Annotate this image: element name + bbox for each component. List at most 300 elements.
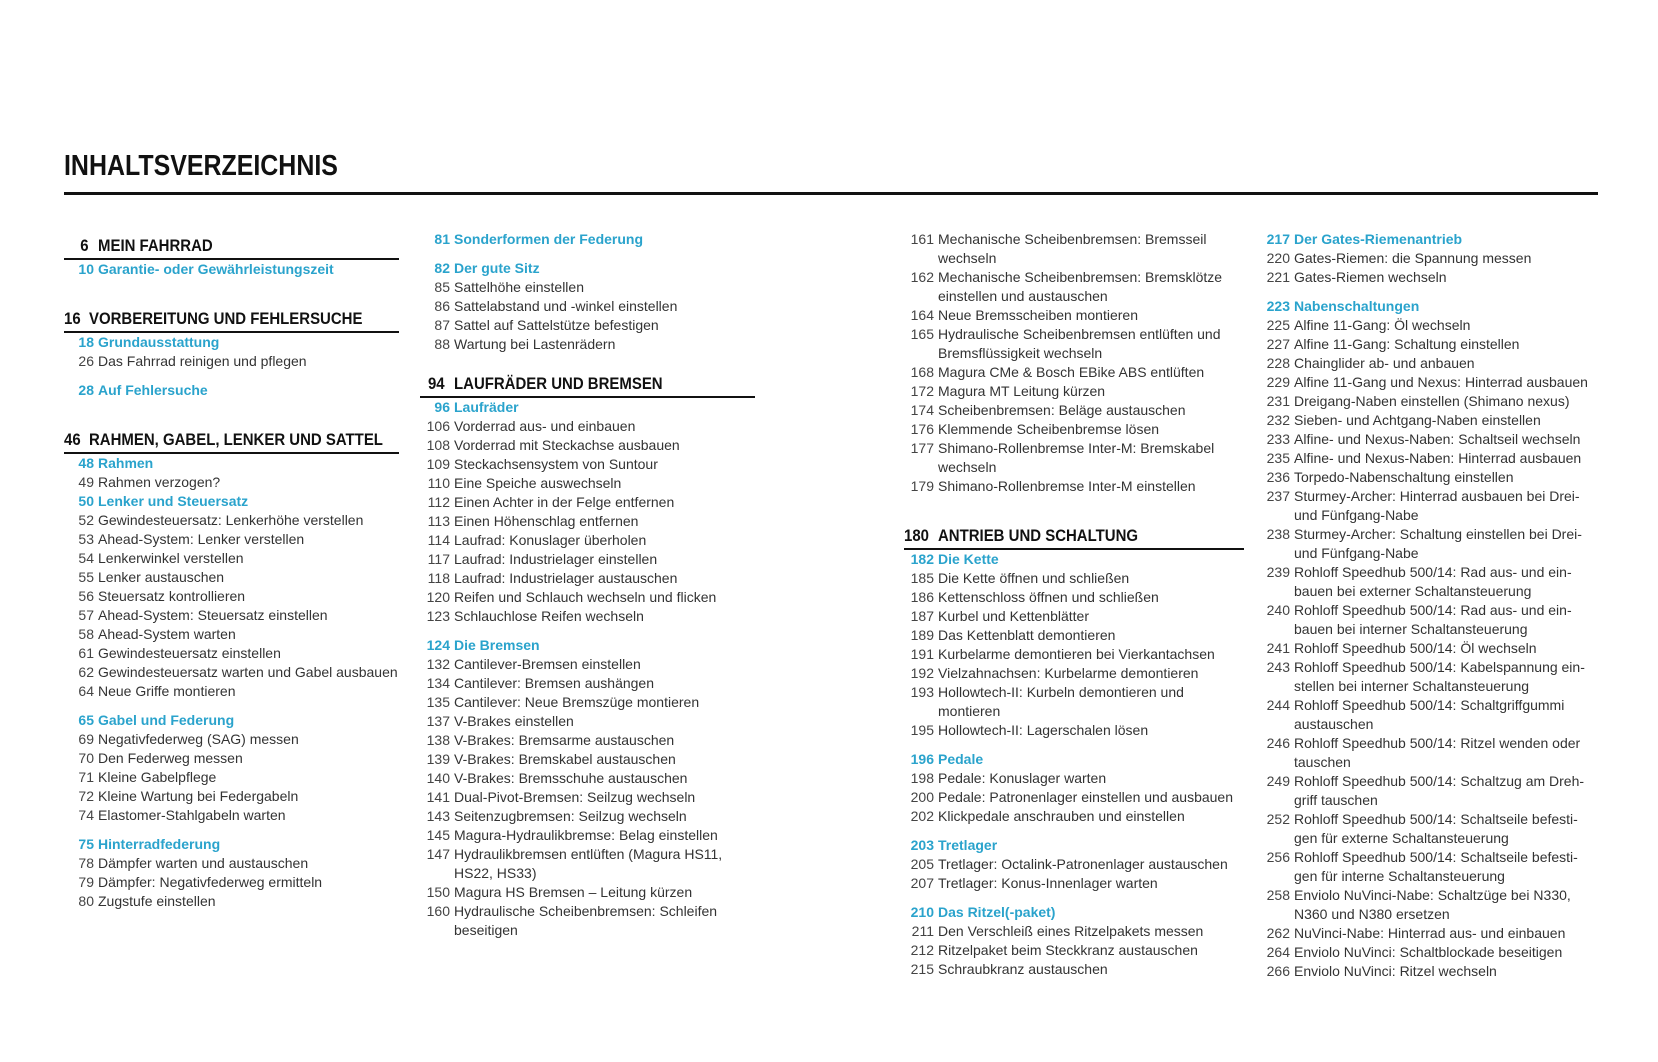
entry-title: Scheibenbremsen: Beläge austauschen (938, 402, 1186, 418)
toc-entry (1260, 962, 1600, 981)
page-number: 80 (78, 893, 94, 909)
toc-entry (904, 664, 1244, 683)
page-number: 108 (426, 437, 450, 453)
page-number: 258 (1266, 887, 1290, 903)
entry-title: VORBEREITUNG UND FEHLERSUCHE (88, 309, 363, 328)
entry-title: LAUFRÄDER UND BREMSEN (454, 374, 663, 393)
entry-title: Der gute Sitz (454, 260, 540, 276)
toc-entry (1260, 525, 1600, 563)
spacer (904, 740, 1244, 750)
page-number: 49 (78, 474, 94, 490)
toc-entry (420, 845, 755, 883)
toc-entry (1260, 601, 1600, 639)
spacer (904, 826, 1244, 836)
page-number: 177 (910, 440, 934, 456)
page-number: 50 (78, 493, 94, 509)
entry-title: Hollowtech-II: Lagerschalen lösen (938, 722, 1149, 738)
toc-entry (1260, 734, 1600, 772)
toc-entry (1260, 658, 1600, 696)
page-number: 28 (78, 382, 94, 398)
page-number: 215 (910, 961, 934, 977)
spacer (420, 249, 755, 259)
entry-title: Das Kettenblatt demontieren (938, 627, 1116, 643)
page-number: 65 (78, 712, 94, 728)
toc-entry (904, 363, 1244, 382)
toc-entry (420, 474, 755, 493)
entry-title: Ahead-System warten (98, 626, 236, 642)
toc-section (64, 424, 399, 454)
toc-entry (904, 477, 1244, 496)
entry-title: Dual-Pivot-Bremsen: Seilzug wechseln (454, 789, 696, 805)
toc-subsection (420, 398, 755, 417)
toc-entry (420, 512, 755, 531)
page-number: 56 (78, 588, 94, 604)
entry-title: V-Brakes: Bremsarme austauschen (454, 732, 675, 748)
entry-title: Pedale (938, 751, 984, 767)
entry-title: Schraubkranz austauschen (938, 961, 1108, 977)
page-number: 264 (1266, 944, 1290, 960)
entry-title: Cantilever-Bremsen einstellen (454, 656, 641, 672)
entry-title: V-Brakes: Bremskabel austauschen (454, 751, 676, 767)
toc-entry (904, 626, 1244, 645)
page-number: 124 (426, 637, 450, 653)
page-number: 205 (910, 856, 934, 872)
page-number: 266 (1266, 963, 1290, 979)
entry-title: Alfine 11-Gang und Nexus: Hinterrad ausbauen (1294, 374, 1588, 390)
entry-title: Zugstufe einstellen (98, 893, 216, 909)
toc-section (64, 303, 399, 333)
entry-title: Enviolo NuVinci: Ritzel wechseln (1294, 963, 1497, 979)
toc-column-2 (420, 230, 755, 940)
page-number: 88 (434, 336, 450, 352)
entry-title: Vielzahnachsen: Kurbelarme demontieren (938, 665, 1199, 681)
entry-title: Sonderformen der Federung (454, 231, 644, 247)
page-number: 198 (910, 770, 934, 786)
toc-entry (1260, 392, 1600, 411)
page-number: 109 (426, 456, 450, 472)
page-number: 162 (910, 269, 934, 285)
toc-entry (420, 531, 755, 550)
toc-entry (64, 854, 399, 873)
toc-entry (64, 892, 399, 911)
page-number: 54 (78, 550, 94, 566)
entry-title: Rohloff Speedhub 500/14: Schaltzug am Dreh-griff tauschen (1294, 773, 1585, 808)
entry-title: Steckachsensystem von Suntour (454, 456, 658, 472)
page-title: INHALTSVERZEICHNIS (64, 150, 338, 182)
toc-entry (420, 883, 755, 902)
page-number: 189 (910, 627, 934, 643)
entry-title: Die Kette öffnen und schließen (938, 570, 1130, 586)
page-number: 192 (910, 665, 934, 681)
entry-title: Eine Speiche auswechseln (454, 475, 622, 491)
entry-title: Mechanische Scheibenbremsen: Bremsklötze einstellen und austauschen (938, 269, 1223, 304)
toc-entry (64, 473, 399, 492)
entry-title: Tretlager: Octalink-Patronenlager austauschen (938, 856, 1228, 872)
spacer (420, 626, 755, 636)
toc-entry (1260, 772, 1600, 810)
toc-subsection (1260, 297, 1600, 316)
toc-column-1 (64, 230, 399, 911)
spacer (64, 371, 399, 381)
entry-title: Die Bremsen (454, 637, 540, 653)
entry-title: Sattelabstand und -winkel einstellen (454, 298, 678, 314)
page-number: 211 (911, 923, 934, 939)
spacer (420, 354, 755, 368)
entry-title: Rohloff Speedhub 500/14: Öl wechseln (1294, 640, 1537, 656)
spacer (904, 496, 1244, 520)
entry-title: Alfine 11-Gang: Öl wechseln (1294, 317, 1471, 333)
entry-title: Hydraulische Scheibenbremsen entlüften und Bremsflüssigkeit wechseln (938, 326, 1221, 361)
toc-column-4 (1260, 230, 1600, 981)
toc-subsection (64, 492, 399, 511)
entry-title: Enviolo NuVinci-Nabe: Schaltzüge bei N330, N360 und N380 ersetzen (1294, 887, 1571, 922)
spacer (64, 701, 399, 711)
entry-title: Dämpfer: Negativfederweg ermitteln (98, 874, 323, 890)
entry-title: Torpedo-Nabenschaltung einstellen (1294, 469, 1514, 485)
entry-title: Cantilever: Neue Bremszüge montieren (454, 694, 700, 710)
toc-entry (1260, 468, 1600, 487)
entry-title: Der Gates-Riemenantrieb (1294, 231, 1463, 247)
toc-entry (420, 316, 755, 335)
toc-entry (64, 549, 399, 568)
page-number: 82 (434, 260, 450, 276)
toc-entry (420, 607, 755, 626)
toc-entry (420, 769, 755, 788)
entry-title: Magura MT Leitung kürzen (938, 383, 1106, 399)
page-number: 237 (1266, 488, 1290, 504)
entry-title: Das Ritzel(-paket) (938, 904, 1056, 920)
page-number: 179 (910, 478, 934, 494)
toc-entry (64, 511, 399, 530)
entry-title: Reifen und Schlauch wechseln und flicken (454, 589, 717, 605)
toc-entry (420, 712, 755, 731)
toc-entry (1260, 449, 1600, 468)
entry-title: Magura CMe & Bosch EBike ABS entlüften (938, 364, 1205, 380)
page-number: 202 (910, 808, 934, 824)
toc-entry (420, 674, 755, 693)
toc-subsection (64, 711, 399, 730)
page-number: 79 (78, 874, 94, 890)
page-number: 232 (1266, 412, 1290, 428)
page-number: 143 (426, 808, 450, 824)
entry-title: Den Verschleiß eines Ritzelpakets messen (938, 923, 1204, 939)
page-number: 123 (426, 608, 450, 624)
page-number: 185 (910, 570, 934, 586)
entry-title: Laufrad: Industrielager austauschen (454, 570, 678, 586)
toc-entry (904, 588, 1244, 607)
toc-entry (1260, 335, 1600, 354)
page-number: 187 (910, 608, 934, 624)
entry-title: Wartung bei Lastenrädern (454, 336, 616, 352)
toc-entry (904, 420, 1244, 439)
toc-entry (64, 606, 399, 625)
page-number: 244 (1266, 697, 1290, 713)
page-number: 6 (80, 236, 89, 255)
entry-title: Hydraulische Scheibenbremsen: Schleifen beseitigen (454, 903, 718, 938)
page-number: 256 (1266, 849, 1290, 865)
toc-column-3 (904, 230, 1244, 979)
title-rule (64, 192, 1598, 195)
entry-title: Gates-Riemen: die Spannung messen (1294, 250, 1532, 266)
toc-subsection (420, 230, 755, 249)
toc-subsection (64, 333, 399, 352)
entry-title: Mechanische Scheibenbremsen: Bremsseil wechseln (938, 231, 1207, 266)
toc-subsection (904, 903, 1244, 922)
page-number: 221 (1266, 269, 1290, 285)
toc-entry (904, 807, 1244, 826)
toc-subsection (64, 454, 399, 473)
page-number: 182 (910, 551, 934, 567)
page-number: 235 (1266, 450, 1290, 466)
page-number: 117 (427, 551, 450, 567)
entry-title: Neue Griffe montieren (98, 683, 236, 699)
page-number: 140 (426, 770, 450, 786)
page-number: 243 (1266, 659, 1290, 675)
toc-entry (420, 436, 755, 455)
toc-entry (904, 960, 1244, 979)
toc-entry (904, 401, 1244, 420)
entry-title: Gewindesteuersatz warten und Gabel ausbauen (98, 664, 398, 680)
entry-title: Shimano-Rollenbremse Inter-M: Bremskabel wechseln (938, 440, 1215, 475)
page-number: 114 (427, 532, 450, 548)
entry-title: Dreigang-Naben einstellen (Shimano nexus) (1294, 393, 1570, 409)
page-number: 138 (426, 732, 450, 748)
entry-title: Lenkerwinkel verstellen (98, 550, 244, 566)
toc-entry (904, 607, 1244, 626)
page-number: 231 (1266, 393, 1290, 409)
entry-title: Rohloff Speedhub 500/14: Schaltseile befesti-gen für externe Schaltansteuerung (1294, 811, 1578, 846)
toc-section (420, 368, 755, 398)
entry-title: Sattelhöhe einstellen (454, 279, 584, 295)
entry-title: Auf Fehlersuche (98, 382, 208, 398)
page-number: 180 (904, 526, 929, 545)
entry-title: Grundausstattung (98, 334, 220, 350)
toc-entry (420, 297, 755, 316)
page-number: 141 (426, 789, 450, 805)
page-number: 160 (426, 903, 450, 919)
entry-title: Einen Achter in der Felge entfernen (454, 494, 675, 510)
page-number: 26 (78, 353, 94, 369)
toc-entry (904, 721, 1244, 740)
toc-subsection (420, 636, 755, 655)
page-number: 207 (910, 875, 934, 891)
toc-entry (904, 769, 1244, 788)
entry-title: Laufrad: Konuslager überholen (454, 532, 647, 548)
toc-subsection (904, 750, 1244, 769)
page-number: 52 (78, 512, 94, 528)
toc-entry (420, 588, 755, 607)
page-number: 236 (1266, 469, 1290, 485)
entry-title: Ritzelpaket beim Steckkranz austauschen (938, 942, 1198, 958)
page-number: 223 (1266, 298, 1290, 314)
entry-title: Sturmey-Archer: Hinterrad ausbauen bei Drei- und Fünfgang-Nabe (1294, 488, 1580, 523)
page-number: 193 (910, 684, 934, 700)
entry-title: Enviolo NuVinci: Schaltblockade beseitigen (1294, 944, 1563, 960)
toc-entry (420, 417, 755, 436)
page-number: 165 (910, 326, 934, 342)
toc-entry (420, 902, 755, 940)
entry-title: Ahead-System: Lenker verstellen (98, 531, 305, 547)
page-number: 16 (64, 309, 81, 328)
page-number: 135 (426, 694, 450, 710)
entry-title: Klickpedale anschrauben und einstellen (938, 808, 1185, 824)
toc-entry (1260, 639, 1600, 658)
entry-title: Shimano-Rollenbremse Inter-M einstellen (938, 478, 1196, 494)
toc-entry (904, 645, 1244, 664)
toc-section (64, 230, 399, 260)
toc-entry (904, 569, 1244, 588)
entry-title: Hinterradfederung (98, 836, 221, 852)
toc-subsection (420, 259, 755, 278)
toc-entry (420, 750, 755, 769)
toc-entry (904, 922, 1244, 941)
entry-title: Klemmende Scheibenbremse lösen (938, 421, 1160, 437)
spacer (64, 825, 399, 835)
page-number: 249 (1266, 773, 1290, 789)
toc-entry (420, 807, 755, 826)
entry-title: RAHMEN, GABEL, LENKER UND SATTEL (88, 430, 383, 449)
spacer (1260, 287, 1600, 297)
entry-title: Magura HS Bremsen – Leitung kürzen (454, 884, 693, 900)
toc-entry (420, 455, 755, 474)
entry-title: Rahmen (98, 455, 154, 471)
page-number: 229 (1266, 374, 1290, 390)
entry-title: Vorderrad mit Steckachse ausbauen (454, 437, 680, 453)
entry-title: Chainglider ab- und anbauen (1294, 355, 1475, 371)
entry-title: Alfine- und Nexus-Naben: Schaltseil wechseln (1294, 431, 1581, 447)
toc-entry (420, 569, 755, 588)
entry-title: Hollowtech-II: Kurbeln demontieren und montieren (938, 684, 1184, 719)
entry-title: Magura-Hydraulikbremse: Belag einstellen (454, 827, 718, 843)
page-number: 220 (1266, 250, 1290, 266)
page-number: 252 (1266, 811, 1290, 827)
entry-title: Vorderrad aus- und einbauen (454, 418, 636, 434)
toc-entry (64, 625, 399, 644)
page-number: 195 (910, 722, 934, 738)
toc-entry (904, 325, 1244, 363)
page-number: 85 (434, 279, 450, 295)
toc-subsection (64, 835, 399, 854)
page-number: 10 (78, 261, 94, 277)
entry-title: NuVinci-Nabe: Hinterrad aus- und einbauen (1294, 925, 1566, 941)
page-number: 186 (910, 589, 934, 605)
page-number: 106 (426, 418, 450, 434)
toc-entry (64, 682, 399, 701)
toc-entry (64, 644, 399, 663)
entry-title: Neue Bremsscheiben montieren (938, 307, 1138, 323)
toc-entry (64, 749, 399, 768)
toc-entry (420, 731, 755, 750)
toc-entry (904, 941, 1244, 960)
toc-entry (420, 826, 755, 845)
page-number: 172 (910, 383, 934, 399)
entry-title: V-Brakes: Bremsschuhe austauschen (454, 770, 688, 786)
page-number: 69 (78, 731, 94, 747)
toc-entry (64, 806, 399, 825)
entry-title: Gewindesteuersatz: Lenkerhöhe verstellen (98, 512, 364, 528)
page-number: 161 (910, 231, 934, 247)
toc-entry (420, 493, 755, 512)
toc-entry (64, 730, 399, 749)
page-number: 96 (434, 399, 450, 415)
page-number: 118 (427, 570, 450, 586)
page-number: 72 (78, 788, 94, 804)
toc-entry (420, 655, 755, 674)
entry-title: Cantilever: Bremsen aushängen (454, 675, 655, 691)
entry-title: Elastomer-Stahlgabeln warten (98, 807, 286, 823)
toc-entry (1260, 696, 1600, 734)
page-number: 57 (78, 607, 94, 623)
toc-entry (420, 788, 755, 807)
page-number: 176 (910, 421, 934, 437)
page-number: 228 (1266, 355, 1290, 371)
toc-entry (904, 874, 1244, 893)
entry-title: Schlauchlose Reifen wechseln (454, 608, 644, 624)
entry-title: Garantie- oder Gewährleistungszeit (98, 261, 334, 277)
page-number: 75 (78, 836, 94, 852)
page-number: 200 (910, 789, 934, 805)
page-number: 110 (427, 475, 450, 491)
entry-title: Alfine 11-Gang: Schaltung einstellen (1294, 336, 1520, 352)
page-number: 239 (1266, 564, 1290, 580)
toc-entry (904, 268, 1244, 306)
entry-title: Rohloff Speedhub 500/14: Schaltseile befesti-gen für interne Schaltansteuerung (1294, 849, 1578, 884)
toc-entry (1260, 943, 1600, 962)
page-number: 225 (1266, 317, 1290, 333)
toc-entry (1260, 886, 1600, 924)
entry-title: Laufräder (454, 399, 519, 415)
entry-title: Alfine- und Nexus-Naben: Hinterrad ausbauen (1294, 450, 1582, 466)
toc-entry (1260, 268, 1600, 287)
entry-title: Das Fahrrad reinigen und pflegen (98, 353, 307, 369)
page-number: 168 (910, 364, 934, 380)
entry-title: Kurbel und Kettenblätter (938, 608, 1089, 624)
toc-entry (64, 530, 399, 549)
entry-title: Sattel auf Sattelstütze befestigen (454, 317, 659, 333)
toc-entry (904, 439, 1244, 477)
page-number: 196 (910, 751, 934, 767)
page-number: 58 (78, 626, 94, 642)
toc-entry (1260, 249, 1600, 268)
entry-title: MEIN FAHRRAD (98, 236, 213, 255)
toc-subsection (904, 550, 1244, 569)
entry-title: Die Kette (938, 551, 999, 567)
page-number: 210 (910, 904, 934, 920)
toc-entry (904, 230, 1244, 268)
page-number: 62 (78, 664, 94, 680)
toc-entry (1260, 411, 1600, 430)
entry-title: Gates-Riemen wechseln (1294, 269, 1447, 285)
page-number: 246 (1266, 735, 1290, 751)
toc-entry (420, 278, 755, 297)
entry-title: Pedale: Konuslager warten (938, 770, 1107, 786)
toc-entry (1260, 430, 1600, 449)
entry-title: Seitenzugbremsen: Seilzug wechseln (454, 808, 687, 824)
entry-title: Ahead-System: Steuersatz einstellen (98, 607, 328, 623)
page-number: 212 (910, 942, 934, 958)
entry-title: Kettenschloss öffnen und schließen (938, 589, 1159, 605)
entry-title: Kleine Wartung bei Federgabeln (98, 788, 299, 804)
page-number: 113 (427, 513, 450, 529)
toc-entry (1260, 316, 1600, 335)
entry-title: Lenker und Steuersatz (98, 493, 249, 509)
spacer (904, 893, 1244, 903)
page-number: 70 (78, 750, 94, 766)
toc-entry (420, 693, 755, 712)
toc-entry (1260, 487, 1600, 525)
entry-title: Rahmen verzogen? (98, 474, 221, 490)
toc-section (904, 520, 1244, 550)
